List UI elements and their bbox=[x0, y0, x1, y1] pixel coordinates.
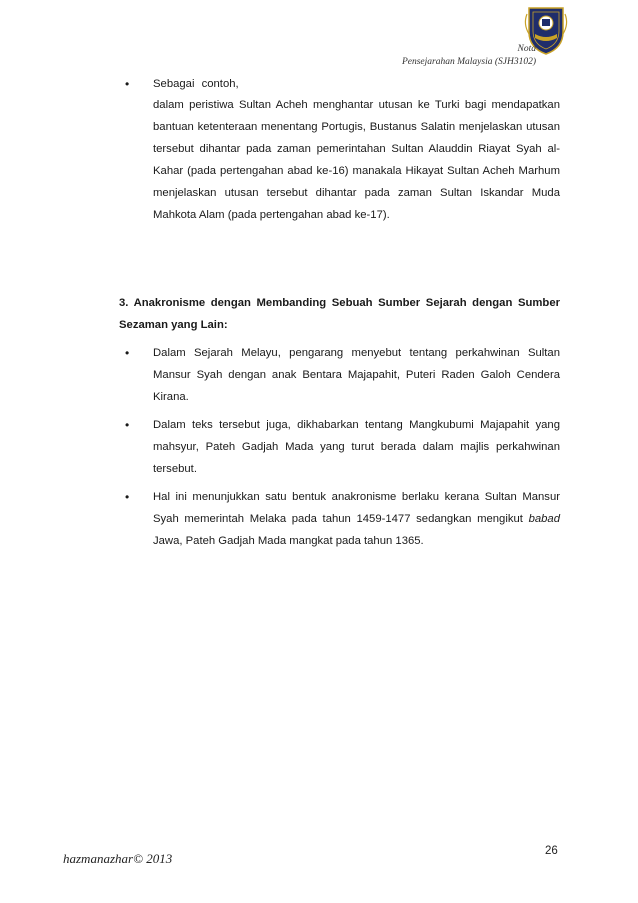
header-note-label: Nota bbox=[517, 44, 536, 54]
header-course-title: Pensejarahan Malaysia (SJH3102) bbox=[401, 57, 536, 67]
bullet-text-italic: babad bbox=[528, 513, 560, 525]
bullet-text-after: Jawa, Pateh Gadjah Mada mangkat pada tahun 1365. bbox=[153, 535, 424, 547]
bullet-paragraph-3 bbox=[153, 486, 560, 552]
bullet-dot: • bbox=[125, 490, 130, 504]
bullet-dot: • bbox=[125, 346, 130, 360]
footer-author: hazmanazhar© 2013 bbox=[63, 851, 173, 866]
intro-paragraph: dalam peristiwa Sultan Acheh menghantar utusan ke Turki bagi mendapatkan bantuan ketenteraan menentang Portugis, Bustanus Salatin menjelaskan utusan tersebut dihantar pada zaman pemerintahan Sultan Alauddin Riayat Syah al-Kahar (pada pertengahan abad ke-16) manakala Hikayat Sultan Acheh Marhum menjelaskan utusan tersebut dihantar pada zaman Sultan Iskandar Muda Mahkota Alam (pada pertengahan abad ke-17). bbox=[153, 99, 560, 221]
page-number: 26 bbox=[545, 845, 558, 857]
intro-label: Sebagai contoh, bbox=[153, 78, 239, 90]
bullet-paragraph-1: Dalam Sejarah Melayu, pengarang menyebut tentang perkahwinan Sultan Mansur Syah dengan anak Bentara Majapahit, Puteri Raden Galoh Cendera Kirana. bbox=[153, 347, 560, 403]
section-heading: 3. Anakronisme dengan Membanding Sebuah Sumber Sejarah dengan Sumber Sezaman yang Lain: bbox=[119, 297, 560, 331]
bullet-paragraph-2: Dalam teks tersebut juga, dikhabarkan tentang Mangkubumi Majapahit yang mahsyur, Pateh Gadjah Mada yang turut berada dalam majlis perkahwinan tersebut. bbox=[153, 419, 560, 475]
bullet-dot: • bbox=[125, 77, 130, 91]
bullet-dot: • bbox=[125, 418, 130, 432]
bullet-text-before: Hal ini menunjukkan satu bentuk anakronisme berlaku kerana Sultan Mansur Syah memerintah Melaka pada tahun 1459-1477 sedangkan mengikut bbox=[153, 491, 560, 525]
